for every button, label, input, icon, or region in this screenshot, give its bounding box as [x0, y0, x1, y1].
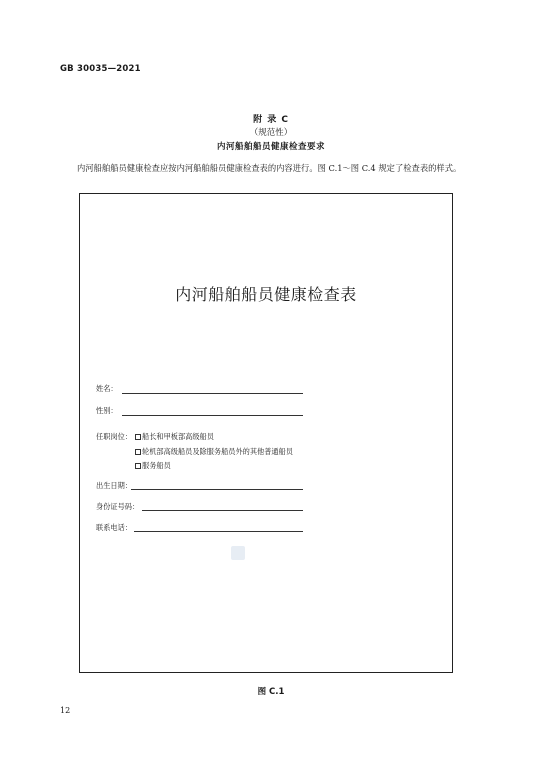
- annex-title: 附 录 C: [253, 115, 289, 125]
- annex-note: （规范性）: [249, 128, 293, 138]
- gender-label: 性别：: [96, 406, 118, 415]
- checkbox-icon: [135, 449, 141, 455]
- birth-label: 出生日期：: [96, 481, 132, 490]
- position-option-label: 轮机部高级船员及除服务船员外的其他普通船员: [142, 447, 293, 456]
- position-label: 任职岗位：: [96, 432, 132, 441]
- birth-line: [131, 489, 303, 490]
- position-option-label: 服务船员: [142, 461, 171, 470]
- standard-code: GB 30035—2021: [60, 64, 141, 74]
- phone-line: [134, 531, 303, 532]
- name-field: [96, 384, 118, 394]
- gender-field: [96, 406, 118, 416]
- name-label: 姓名：: [96, 384, 118, 393]
- position-option-label: 船长和甲板部高级船员: [142, 432, 214, 441]
- page-number: 12: [60, 706, 71, 715]
- position-option-1: [135, 432, 214, 442]
- gender-line: [122, 415, 303, 416]
- position-option-3: [135, 461, 171, 471]
- id-label: 身份证号码：: [96, 502, 140, 511]
- position-option-2: [135, 447, 293, 457]
- id-field: [96, 502, 139, 512]
- phone-label: 联系电话：: [96, 523, 132, 532]
- form-box: [79, 193, 453, 673]
- figure-caption: 图 C.1: [257, 687, 285, 697]
- name-line: [122, 393, 303, 394]
- annex-subtitle: 内河船舶船员健康检查要求: [216, 142, 325, 152]
- birth-field: [96, 481, 132, 491]
- stamp-mark: [231, 546, 245, 560]
- position-field: [96, 432, 132, 442]
- id-line: [142, 510, 303, 511]
- intro-paragraph: 内河船舶船员健康检查应按内河船舶船员健康检查表的内容进行。图 C.1～图 C.4 规定了检查表的样式。: [77, 163, 462, 173]
- checkbox-icon: [135, 463, 141, 469]
- form-title: 内河船舶船员健康检查表: [175, 285, 357, 304]
- checkbox-icon: [135, 434, 141, 440]
- phone-field: [96, 523, 132, 533]
